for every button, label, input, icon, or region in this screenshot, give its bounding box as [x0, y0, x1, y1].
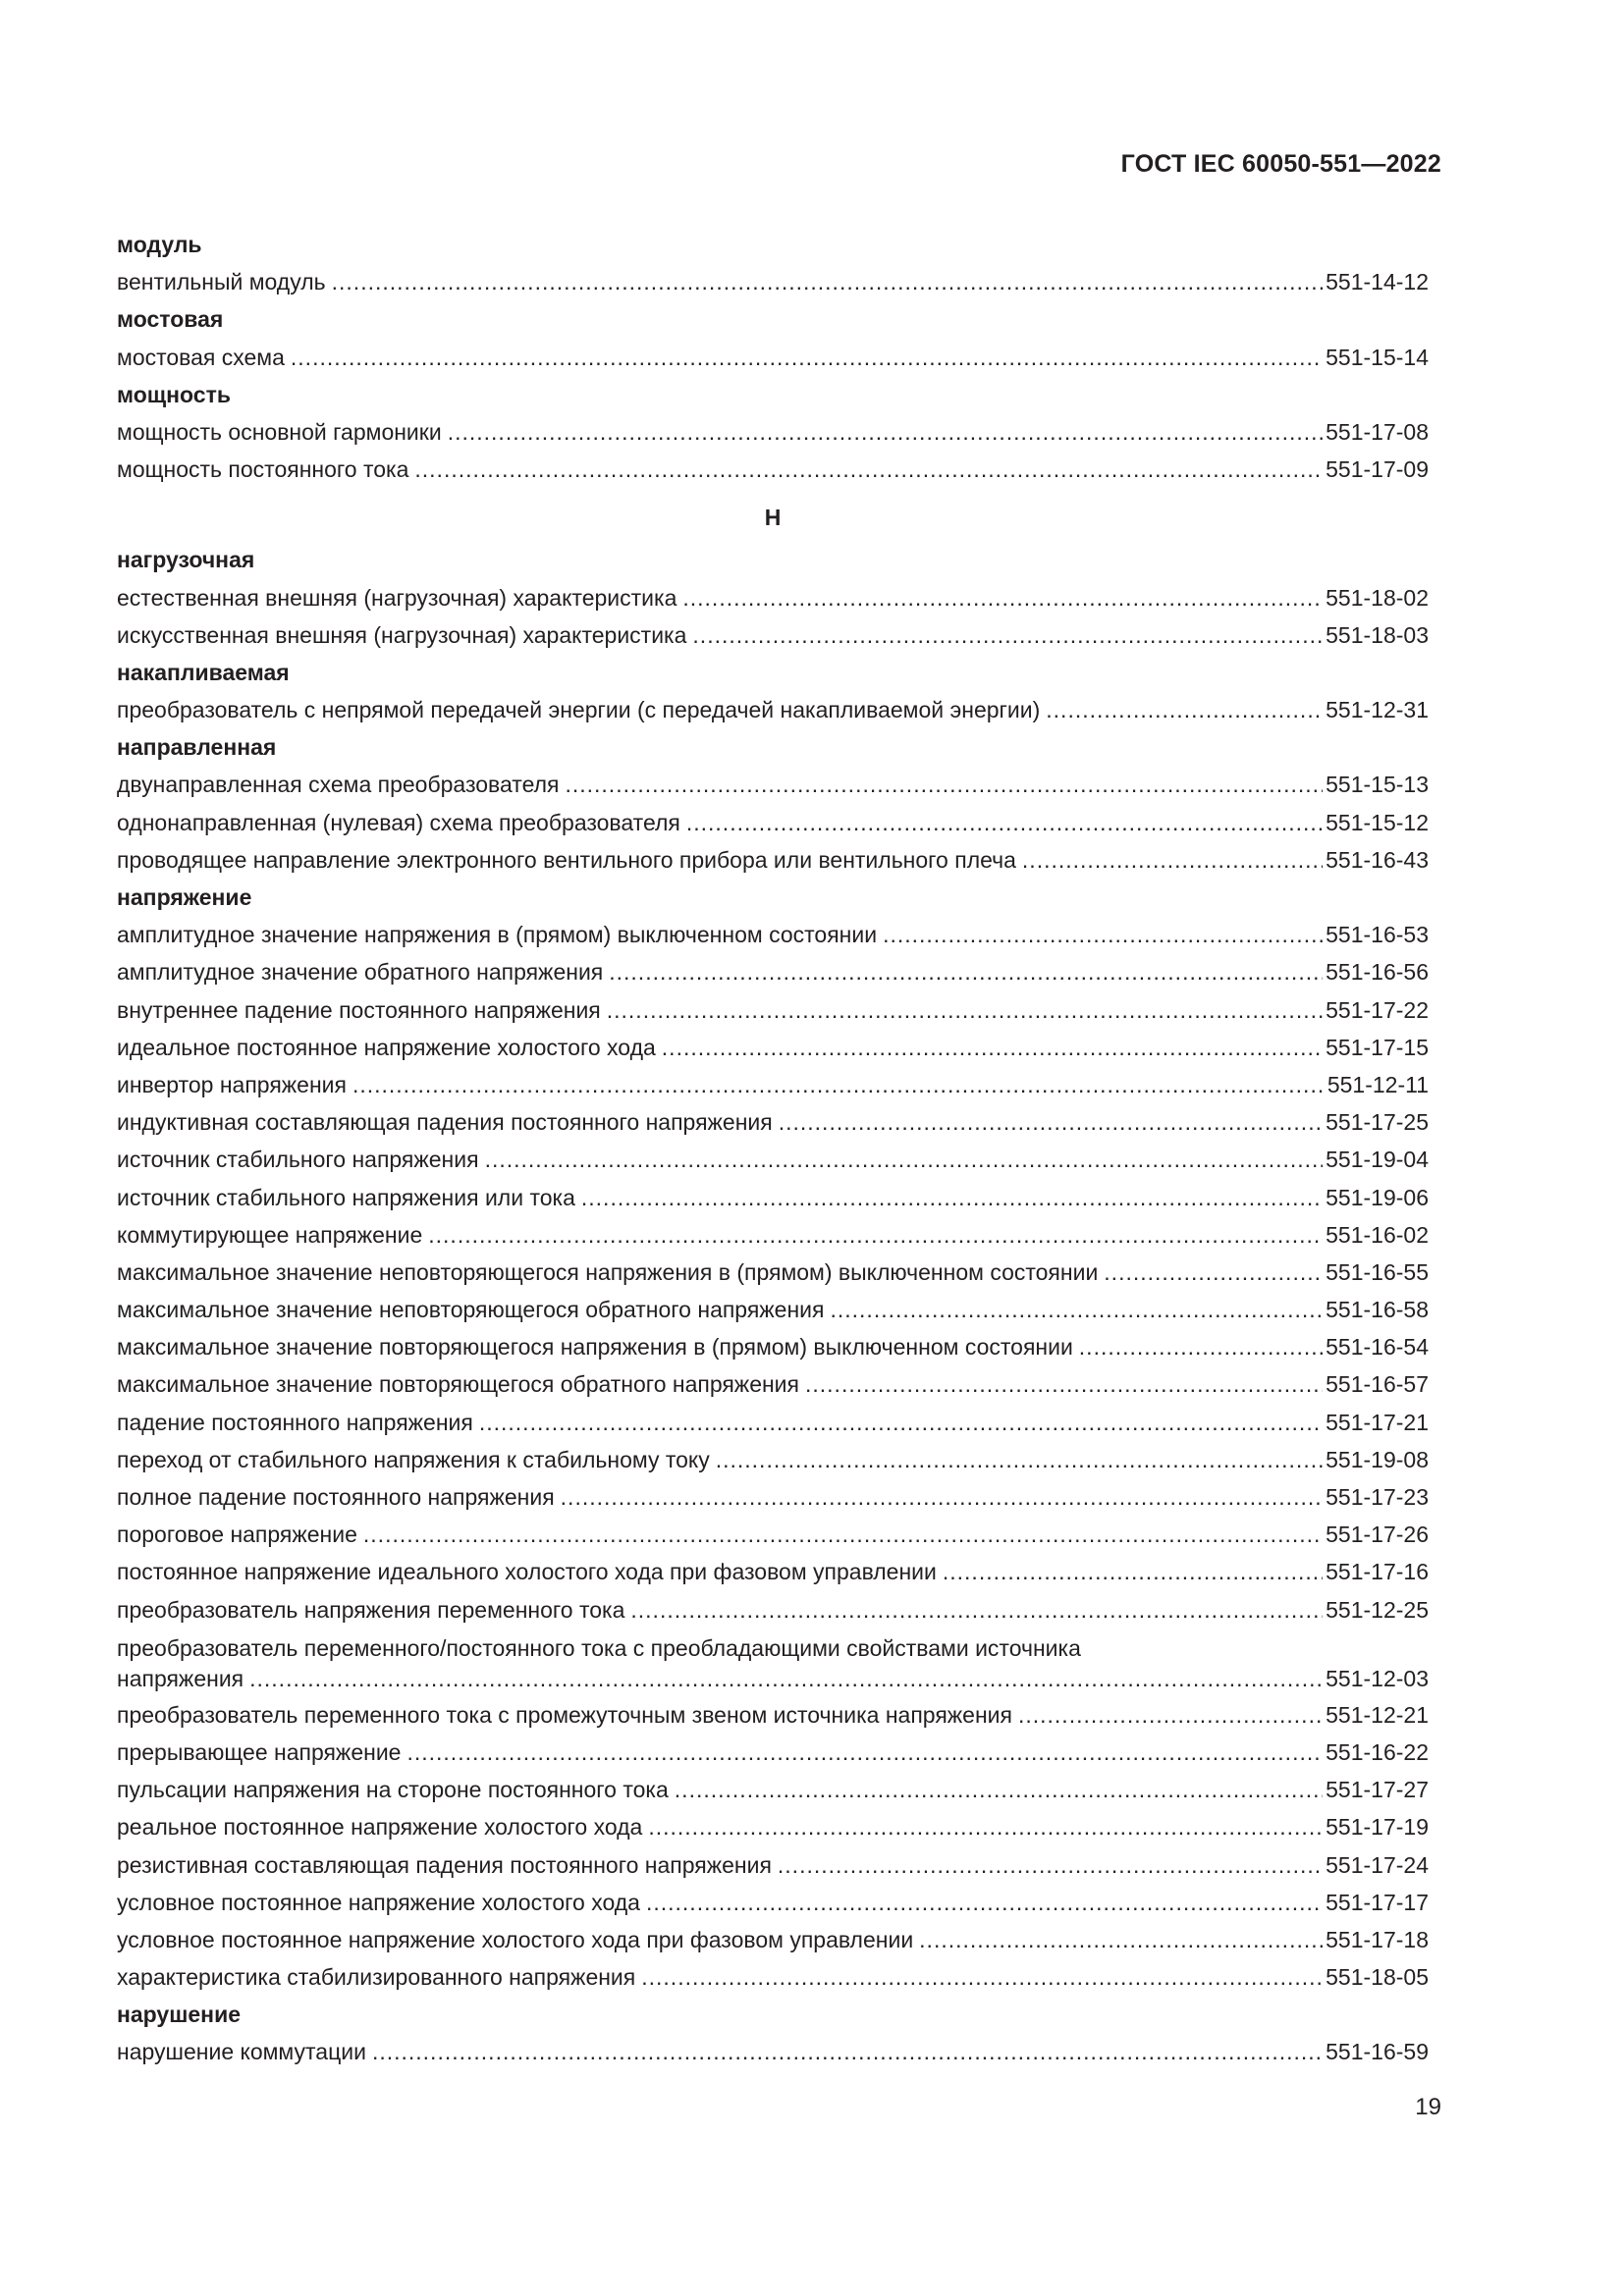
dot-leader	[919, 1921, 1323, 1958]
dot-leader	[352, 1066, 1325, 1103]
index-entry-code: 551-16-22	[1326, 1738, 1429, 1765]
index-entry-text: максимальное значение неповторяющегося напряжения в (прямом) выключенном состоянии	[117, 1258, 1099, 1285]
index-entry-code: 551-17-26	[1326, 1522, 1429, 1548]
page-number: 19	[1415, 2094, 1441, 2120]
index-entry	[117, 339, 1429, 376]
document-number: ГОСТ IEC 60050-551—2022	[1120, 150, 1441, 178]
index-entry-code: 551-19-08	[1326, 1446, 1429, 1472]
dot-leader	[485, 1141, 1324, 1178]
index-entry-text: максимальное значение неповторяющегося обратного напряжения	[117, 1297, 825, 1323]
index-entry	[117, 991, 1429, 1029]
index-entry	[117, 691, 1429, 728]
index-entry-code: 551-16-53	[1326, 922, 1429, 948]
dot-leader	[662, 1029, 1323, 1066]
index-entry	[117, 1478, 1429, 1516]
index-entry-text: напряжения	[117, 1665, 244, 1691]
index-entry	[117, 1958, 1429, 1996]
index-entry-text: преобразователь напряжения переменного тока	[117, 1596, 625, 1623]
index-entry-text: условное постоянное напряжение холостого хода	[117, 1889, 640, 1915]
dot-leader	[1018, 1696, 1323, 1734]
index-term-heading: нарушение	[117, 2002, 242, 2028]
index-entry	[117, 263, 1429, 300]
dot-leader	[363, 1516, 1323, 1553]
index-entry-text: индуктивная составляющая падения постоянного напряжения	[117, 1109, 773, 1136]
dot-leader	[779, 1103, 1323, 1141]
index-entry-text: максимальное значение повторяющегося напряжения в (прямом) выключенном состоянии	[117, 1334, 1073, 1361]
dot-leader	[1079, 1328, 1323, 1365]
index-entry-text-line1: преобразователь переменного/постоянного тока с преобладающими свойствами источника	[117, 1634, 1081, 1661]
dot-leader	[479, 1404, 1323, 1441]
dot-leader	[805, 1365, 1323, 1403]
index-entry-code: 551-18-05	[1326, 1964, 1429, 1991]
index-entry-code: 551-17-19	[1326, 1814, 1429, 1841]
dot-leader	[943, 1553, 1323, 1590]
dot-leader	[561, 1478, 1323, 1516]
index-entry-code: 551-14-12	[1326, 269, 1429, 295]
index-entry-text: условное постоянное напряжение холостого хода при фазовом управлении	[117, 1926, 914, 1952]
index-entry-code: 551-16-57	[1326, 1371, 1429, 1398]
dot-leader	[565, 766, 1323, 803]
index-entry-code: 551-17-27	[1326, 1777, 1429, 1803]
index-entry-text: источник стабильного напряжения или тока	[117, 1184, 575, 1210]
dot-leader	[830, 1291, 1323, 1328]
index-entry	[117, 451, 1429, 488]
dot-leader	[692, 616, 1323, 654]
index-entry-code: 551-17-18	[1326, 1926, 1429, 1952]
index-entry-text: максимальное значение повторяющегося обратного напряжения	[117, 1371, 799, 1398]
index-entry-code: 551-15-13	[1326, 772, 1429, 798]
dot-leader	[716, 1441, 1323, 1478]
index-entry-code: 551-17-16	[1326, 1559, 1429, 1585]
index-entry	[117, 413, 1429, 451]
index-term-heading: нагрузочная	[117, 547, 255, 573]
index-entry-text: падение постоянного напряжения	[117, 1409, 473, 1435]
dot-leader	[372, 2033, 1323, 2070]
index-entry-text: резистивная составляющая падения постоянного напряжения	[117, 1851, 772, 1878]
dot-leader	[1022, 841, 1323, 879]
index-term-heading: направленная	[117, 734, 277, 761]
index-entry	[117, 1441, 1429, 1478]
dot-leader	[686, 804, 1323, 841]
index-term-heading: накапливаемая	[117, 659, 290, 685]
index-entry-code: 551-19-04	[1326, 1147, 1429, 1173]
index-entry	[117, 1404, 1429, 1441]
dot-leader	[249, 1664, 1323, 1694]
index-entry-text: полное падение постоянного напряжения	[117, 1484, 555, 1510]
index-term-heading: модуль	[117, 232, 202, 257]
index-entry	[117, 1103, 1429, 1141]
index-entry-text: пульсации напряжения на стороне постоянного тока	[117, 1777, 669, 1803]
dot-leader	[675, 1771, 1323, 1808]
index-entry-text: переход от стабильного напряжения к стабильному току	[117, 1446, 710, 1472]
index-entry-code: 551-16-43	[1326, 846, 1429, 873]
index-entry	[117, 1696, 1429, 1734]
dot-leader	[630, 1591, 1323, 1629]
dot-leader	[778, 1846, 1323, 1884]
index-entry-code: 551-15-12	[1326, 809, 1429, 835]
index-entry-text: пороговое напряжение	[117, 1522, 357, 1548]
index-entry-code: 551-18-02	[1326, 584, 1429, 611]
index-entry-text: амплитудное значение напряжения в (прямом) выключенном состоянии	[117, 922, 878, 948]
index-entry-text: прерывающее напряжение	[117, 1738, 402, 1765]
dot-leader	[648, 1808, 1323, 1845]
index-entry	[117, 1254, 1429, 1291]
index-entry	[117, 1365, 1429, 1403]
index-entry-text: амплитудное значение обратного напряжения	[117, 959, 604, 986]
index-entry	[117, 1516, 1429, 1553]
index-entry-text: преобразователь с непрямой передачей энергии (с передачей накапливаемой энергии)	[117, 697, 1041, 723]
index-entry-code: 551-17-24	[1326, 1851, 1429, 1878]
index-entry-text: естественная внешняя (нагрузочная) характеристика	[117, 584, 677, 611]
index-entry-text: двунаправленная схема преобразователя	[117, 772, 560, 798]
index-entry-code: 551-17-22	[1326, 996, 1429, 1023]
index-entry-code: 551-16-54	[1326, 1334, 1429, 1361]
index-entry-text: характеристика стабилизированного напряжения	[117, 1964, 636, 1991]
dot-leader	[641, 1958, 1323, 1996]
index-entry	[117, 1629, 1429, 1696]
index-entry	[117, 766, 1429, 803]
dot-leader	[406, 1734, 1323, 1771]
dot-leader	[682, 579, 1323, 616]
index-entry-code: 551-16-55	[1326, 1258, 1429, 1285]
dot-leader	[646, 1884, 1323, 1921]
index-entry	[117, 1141, 1429, 1178]
index-entry-code: 551-19-06	[1326, 1184, 1429, 1210]
index-entry-text: коммутирующее напряжение	[117, 1221, 423, 1248]
index-letter-heading: Н	[764, 505, 782, 531]
dot-leader	[332, 263, 1324, 300]
index-entry-code: 551-12-31	[1326, 697, 1429, 723]
index-entry-text: мощность основной гармоники	[117, 418, 442, 445]
index-entry-text: вентильный модуль	[117, 269, 326, 295]
index-entry	[117, 1553, 1429, 1590]
index-entry	[117, 916, 1429, 953]
index-entry-code: 551-17-15	[1326, 1034, 1429, 1060]
index-entry	[117, 1771, 1429, 1808]
index-term-heading: напряжение	[117, 884, 252, 910]
index-entry-code: 551-16-58	[1326, 1297, 1429, 1323]
dot-leader	[1046, 691, 1323, 728]
index-entry-text: источник стабильного напряжения	[117, 1147, 479, 1173]
dot-leader	[581, 1179, 1323, 1216]
index-entry	[117, 1216, 1429, 1254]
index-entry	[117, 579, 1429, 616]
index-entry	[117, 1591, 1429, 1629]
index-entry	[117, 1846, 1429, 1884]
dot-leader	[448, 413, 1323, 451]
index-entry-text: идеальное постоянное напряжение холостого хода	[117, 1034, 656, 1060]
index-entry	[117, 1734, 1429, 1771]
index-entry	[117, 2033, 1429, 2070]
index-entry	[117, 1066, 1429, 1103]
index-entry-text: проводящее направление электронного вентильного прибора или вентильного плеча	[117, 846, 1016, 873]
index-entry-code: 551-17-08	[1326, 418, 1429, 445]
index-entry-code: 551-17-21	[1326, 1409, 1429, 1435]
index-entry	[117, 1808, 1429, 1845]
dot-leader	[428, 1216, 1323, 1254]
index-entry-code: 551-17-25	[1326, 1109, 1429, 1136]
index-entry-code: 551-17-23	[1326, 1484, 1429, 1510]
index-entry	[117, 841, 1429, 879]
index-entry	[117, 1291, 1429, 1328]
index-entry-code: 551-17-09	[1326, 456, 1429, 483]
index-entry-text: однонаправленная (нулевая) схема преобразователя	[117, 809, 680, 835]
index-entry	[117, 804, 1429, 841]
index-entry-text: нарушение коммутации	[117, 2039, 366, 2065]
index-entry-text: постоянное напряжение идеального холостого хода при фазовом управлении	[117, 1559, 937, 1585]
dot-leader	[414, 451, 1323, 488]
index-term-heading: мощность	[117, 381, 231, 407]
index-entry-code: 551-15-14	[1326, 344, 1429, 370]
index-entry	[117, 1328, 1429, 1365]
dot-leader	[291, 339, 1323, 376]
index-entry-code: 551-18-03	[1326, 621, 1429, 648]
index-entry-text: искусственная внешняя (нагрузочная) характеристика	[117, 621, 687, 648]
dot-leader	[607, 991, 1323, 1029]
index-entry-text: внутреннее падение постоянного напряжения	[117, 996, 601, 1023]
dot-leader	[609, 953, 1323, 990]
index-entry	[117, 953, 1429, 990]
index-entry	[117, 1029, 1429, 1066]
index-entry-text: мостовая схема	[117, 344, 285, 370]
index-entry-code: 551-16-59	[1326, 2039, 1429, 2065]
index-entry	[117, 1921, 1429, 1958]
index-entry-code: 551-16-56	[1326, 959, 1429, 986]
index-entry-code: 551-12-11	[1326, 1071, 1429, 1097]
alphabetical-index	[117, 226, 1429, 2071]
dot-leader	[1104, 1254, 1323, 1291]
index-entry-text: инвертор напряжения	[117, 1071, 347, 1097]
index-entry	[117, 1884, 1429, 1921]
index-term-heading: мостовая	[117, 306, 224, 333]
index-entry-code: 551-16-02	[1326, 1221, 1429, 1248]
index-entry-text: реальное постоянное напряжение холостого хода	[117, 1814, 643, 1841]
index-entry-code: 551-17-17	[1326, 1889, 1429, 1915]
index-entry-text: преобразователь переменного тока с промежуточным звеном источника напряжения	[117, 1701, 1012, 1728]
dot-leader	[883, 916, 1323, 953]
index-entry	[117, 616, 1429, 654]
index-entry	[117, 1179, 1429, 1216]
index-entry-code: 551-12-03	[1326, 1665, 1429, 1691]
index-entry-code: 551-12-25	[1326, 1596, 1429, 1623]
index-entry-code: 551-12-21	[1326, 1701, 1429, 1728]
index-entry-text: мощность постоянного тока	[117, 456, 409, 483]
